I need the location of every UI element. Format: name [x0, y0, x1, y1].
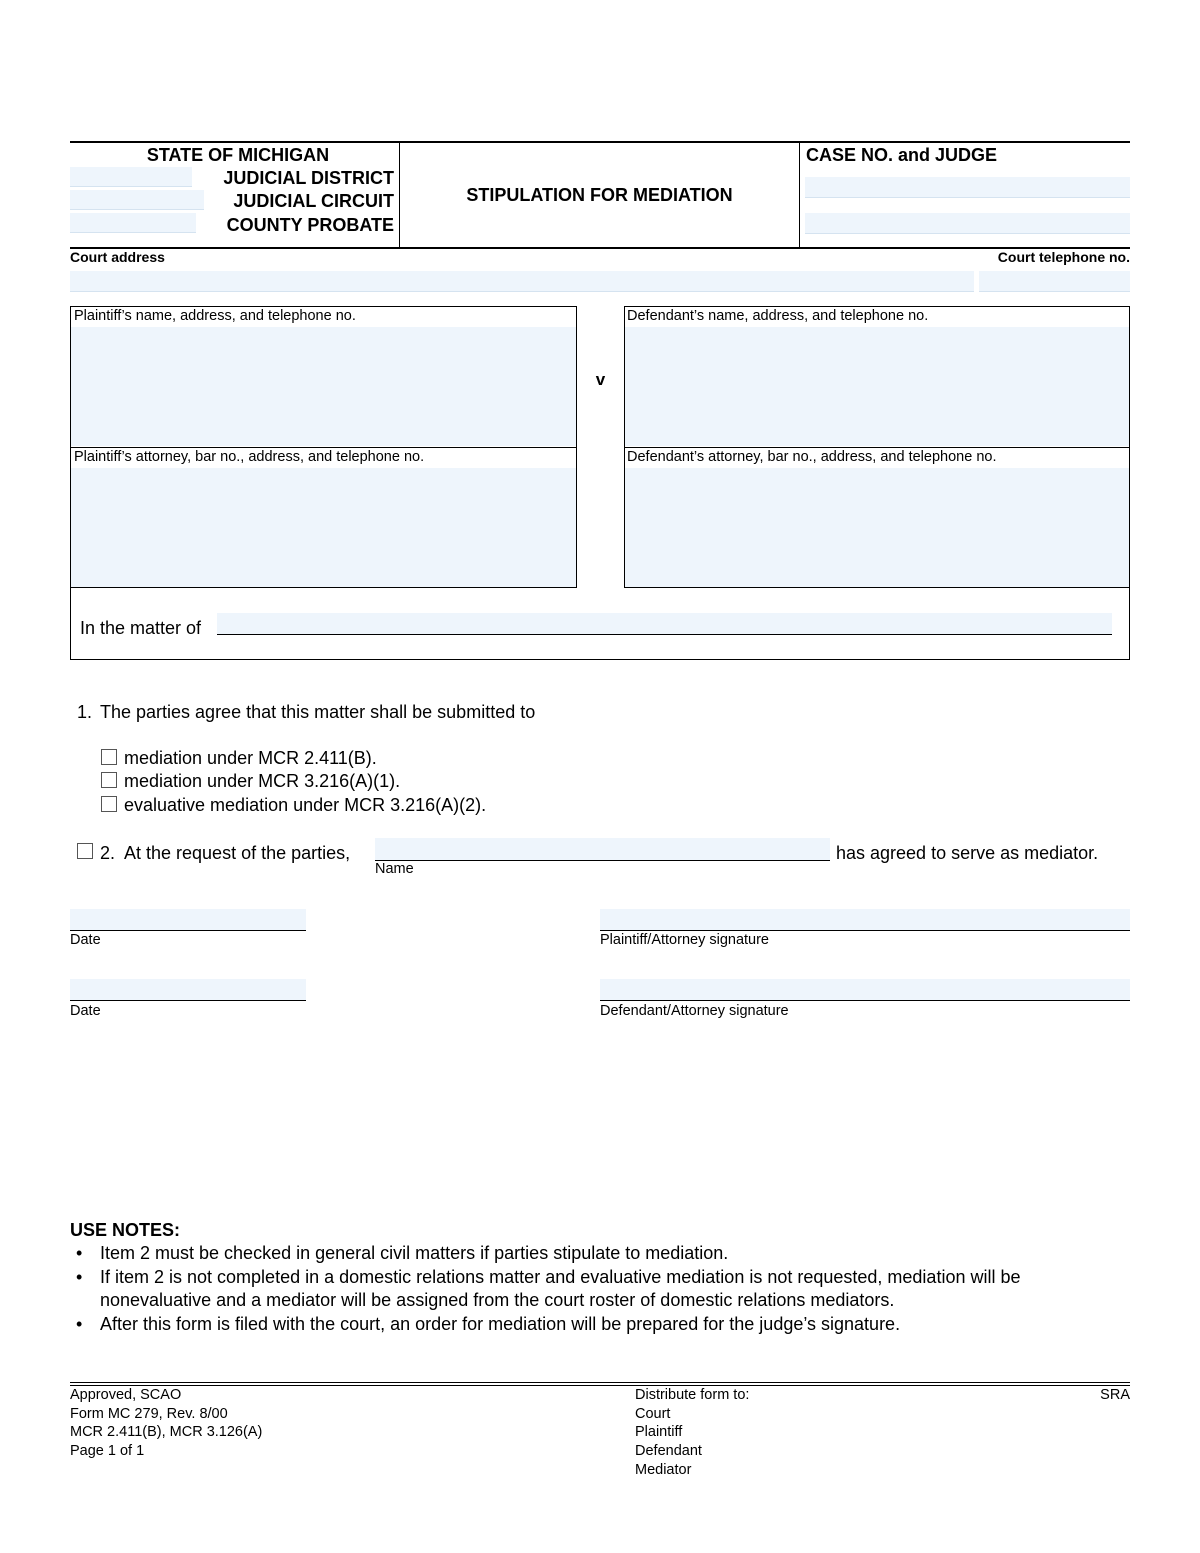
footer-distribute-plaintiff: Plaintiff: [635, 1424, 683, 1440]
county-probate-label: COUNTY PROBATE: [226, 215, 394, 235]
circuit-field[interactable]: [70, 190, 204, 210]
date-field-1[interactable]: [70, 909, 306, 931]
state-of-michigan: STATE OF MICHIGAN: [146, 145, 330, 165]
plaintiff-signature-field[interactable]: [600, 909, 1130, 931]
footer-mcr-reference: MCR 2.411(B), MCR 3.126(A): [70, 1424, 263, 1440]
option-checkbox-mcr-3216a1[interactable]: [101, 772, 117, 788]
footer-form-number: Form MC 279, Rev. 8/00: [70, 1406, 228, 1422]
use-note-3: After this form is filed with the court, an order for mediation will be prepared for the judge’s signature.: [100, 1314, 901, 1334]
use-notes-heading: USE NOTES:: [70, 1220, 181, 1240]
defendant-attorney-label: Defendant’s attorney, bar no., address, and telephone no.: [627, 449, 997, 465]
matter-label: In the matter of: [80, 618, 202, 638]
court-telephone-field[interactable]: [979, 271, 1130, 292]
header-top-rule: [70, 141, 1130, 143]
option-checkbox-mcr-2411b[interactable]: [101, 749, 117, 765]
plaintiff-name-label: Plaintiff’s name, address, and telephone no.: [74, 308, 356, 324]
footer-form-code: SRA: [1100, 1387, 1130, 1403]
item2-text-after: has agreed to serve as mediator.: [836, 843, 1099, 863]
probate-field[interactable]: [70, 213, 196, 233]
defendant-attorney-field[interactable]: [625, 468, 1129, 587]
date-field-2[interactable]: [70, 979, 306, 1001]
footer-approved: Approved, SCAO: [70, 1387, 182, 1403]
use-note-2: If item 2 is not completed in a domestic relations matter and evaluative mediation is not requested, mediation will be: [100, 1267, 1021, 1287]
date-label-2: Date: [70, 1003, 101, 1019]
header-bottom-rule: [70, 247, 1130, 249]
defendant-name-label: Defendant’s name, address, and telephone no.: [627, 308, 929, 324]
use-note-2-continued: nonevaluative and a mediator will be assigned from the court roster of domestic relations mediators.: [100, 1290, 895, 1310]
footer-distribute-heading: Distribute form to:: [635, 1387, 750, 1403]
item2-checkbox[interactable]: [77, 843, 93, 859]
plaintiff-signature-label: Plaintiff/Attorney signature: [600, 932, 769, 948]
item2-number: 2.: [100, 843, 116, 863]
plaintiff-divider: [70, 447, 577, 448]
matter-field[interactable]: [217, 613, 1112, 635]
use-note-bullet-3: •: [76, 1314, 83, 1334]
defendant-name-field[interactable]: [625, 327, 1129, 446]
defendant-divider: [624, 447, 1130, 448]
plaintiff-attorney-field[interactable]: [71, 468, 576, 587]
header-divider-right: [799, 142, 800, 248]
judge-field[interactable]: [805, 213, 1130, 234]
use-note-bullet-1: •: [76, 1243, 83, 1263]
judicial-circuit-label: JUDICIAL CIRCUIT: [233, 191, 394, 211]
form-title: STIPULATION FOR MEDIATION: [466, 185, 733, 205]
mediator-name-field[interactable]: [375, 838, 830, 861]
item2-text-before: At the request of the parties,: [124, 843, 351, 863]
use-note-1: Item 2 must be checked in general civil matters if parties stipulate to mediation.: [100, 1243, 729, 1263]
option-label-mcr-3216a2: evaluative mediation under MCR 3.216(A)(2).: [124, 795, 487, 815]
plaintiff-attorney-label: Plaintiff’s attorney, bar no., address, and telephone no.: [74, 449, 425, 465]
judicial-district-label: JUDICIAL DISTRICT: [223, 168, 394, 188]
defendant-signature-field[interactable]: [600, 979, 1130, 1001]
plaintiff-name-field[interactable]: [71, 327, 576, 446]
item1-number: 1.: [77, 702, 93, 722]
footer-page-number: Page 1 of 1: [70, 1443, 145, 1459]
option-label-mcr-2411b: mediation under MCR 2.411(B).: [124, 748, 377, 768]
court-address-field[interactable]: [70, 271, 974, 292]
footer-distribute-defendant: Defendant: [635, 1443, 702, 1459]
court-address-label: Court address: [70, 249, 165, 265]
district-field[interactable]: [70, 167, 192, 187]
footer-distribute-court: Court: [635, 1406, 671, 1422]
mediator-name-caption: Name: [375, 861, 414, 877]
case-no-judge-label: CASE NO. and JUDGE: [806, 145, 998, 165]
case-no-field[interactable]: [805, 177, 1130, 198]
footer-rule-1: [70, 1382, 1130, 1383]
versus-label: v: [595, 370, 606, 389]
item1-text: The parties agree that this matter shall be submitted to: [100, 702, 536, 722]
option-label-mcr-3216a1: mediation under MCR 3.216(A)(1).: [124, 771, 401, 791]
defendant-signature-label: Defendant/Attorney signature: [600, 1003, 789, 1019]
footer-rule-2: [70, 1385, 1130, 1386]
option-checkbox-mcr-3216a2[interactable]: [101, 796, 117, 812]
use-note-bullet-2: •: [76, 1267, 83, 1287]
footer-distribute-mediator: Mediator: [635, 1462, 692, 1478]
date-label-1: Date: [70, 932, 101, 948]
court-telephone-label: Court telephone no.: [997, 249, 1130, 265]
